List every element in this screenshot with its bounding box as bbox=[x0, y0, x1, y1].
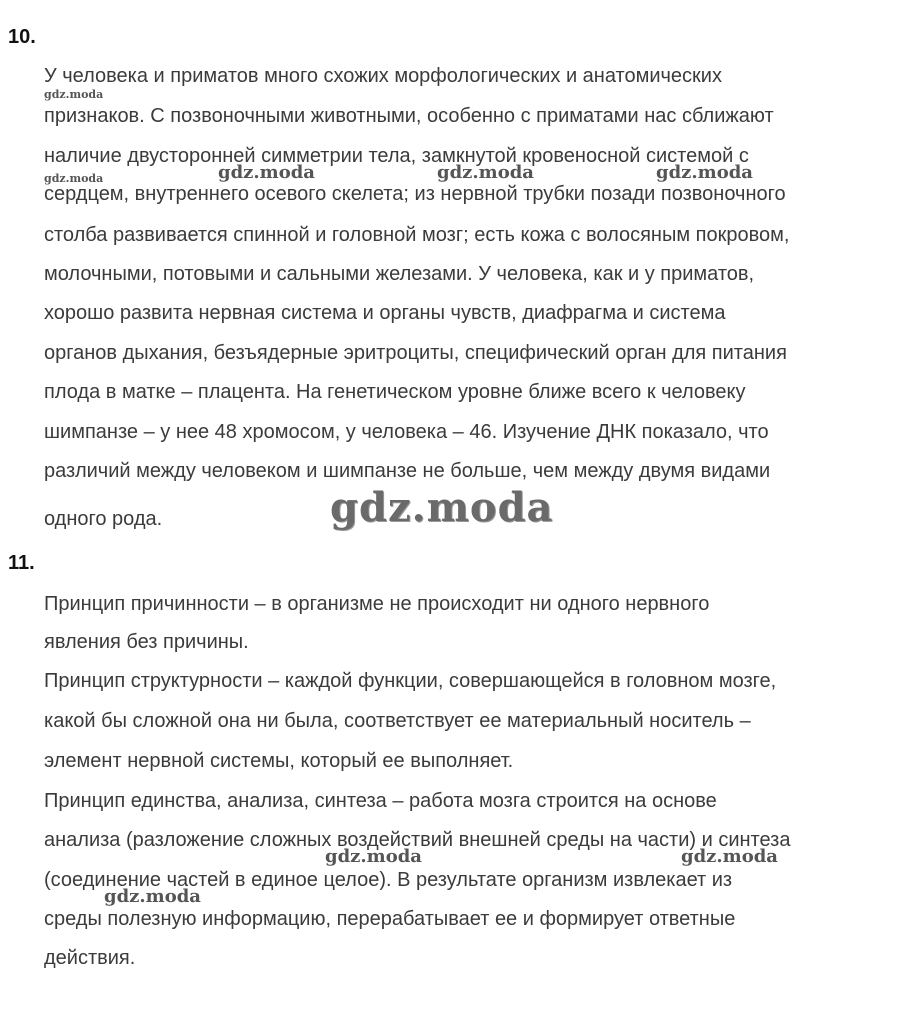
watermark-tiny-2: gdz.moda bbox=[44, 172, 104, 185]
watermark-2: gdz.moda bbox=[437, 162, 534, 183]
watermark-3: gdz.moda bbox=[656, 162, 753, 183]
task-10-line-12: одного рода. bbox=[44, 508, 163, 530]
task-11-line-1: Принцип причинности – в организме не происходит ни одного нервного bbox=[44, 593, 710, 615]
watermark-5: gdz.moda bbox=[681, 846, 778, 867]
task-10-line-11: различий между человеком и шимпанзе не больше, чем между двумя видами bbox=[44, 460, 771, 482]
watermark-tiny-1: gdz.moda bbox=[44, 88, 104, 101]
task-10-line-10: шимпанзе – у нее 48 хромосом, у человека – 46. Изучение ДНК показало, что bbox=[44, 421, 769, 443]
task-10-line-4: сердцем, внутреннего осевого скелета; из нервной трубки позади позвоночного bbox=[44, 183, 786, 205]
watermark-big: gdz.moda bbox=[330, 484, 554, 531]
task-10-line-9: плода в матке – плацента. На генетическом уровне ближе всего к человеку bbox=[44, 381, 746, 403]
task-10-line-1: У человека и приматов много схожих морфологических и анатомических bbox=[44, 65, 722, 87]
task-11-line-2: явления без причины. bbox=[44, 631, 249, 653]
task-11-line-3: Принцип структурности – каждой функции, совершающейся в головном мозге, bbox=[44, 670, 777, 692]
task-11-line-9: среды полезную информацию, перерабатывает ее и формирует ответные bbox=[44, 908, 736, 930]
task-10-number: 10. bbox=[8, 26, 36, 48]
task-11-number: 11. bbox=[8, 552, 35, 574]
task-10-line-8: органов дыхания, безъядерные эритроциты, специфический орган для питания bbox=[44, 342, 787, 364]
task-11-line-6: Принцип единства, анализа, синтеза – работа мозга строится на основе bbox=[44, 790, 717, 812]
task-10-line-5: столба развивается спинной и головной мозг; есть кожа с волосяным покровом, bbox=[44, 224, 790, 246]
task-11-line-8: (соединение частей в единое целое). В результате организм извлекает из bbox=[44, 869, 733, 891]
task-11-line-10: действия. bbox=[44, 947, 136, 969]
task-10-line-3: наличие двусторонней симметрии тела, замкнутой кровеносной системой с bbox=[44, 145, 749, 167]
task-11-line-7: анализа (разложение сложных воздействий внешней среды на части) и синтеза bbox=[44, 829, 791, 851]
watermark-1: gdz.moda bbox=[218, 162, 315, 183]
task-10-line-6: молочными, потовыми и сальными железами. У человека, как и у приматов, bbox=[44, 263, 755, 285]
watermark-4: gdz.moda bbox=[325, 846, 422, 867]
task-11-line-4: какой бы сложной она ни была, соответствует ее материальный носитель – bbox=[44, 710, 751, 732]
task-10-line-2: признаков. С позвоночными животными, особенно с приматами нас сближают bbox=[44, 105, 774, 127]
watermark-6: gdz.moda bbox=[104, 886, 201, 907]
task-11-line-5: элемент нервной системы, который ее выполняет. bbox=[44, 750, 514, 772]
task-10-line-7: хорошо развита нервная система и органы чувств, диафрагма и система bbox=[44, 302, 726, 324]
